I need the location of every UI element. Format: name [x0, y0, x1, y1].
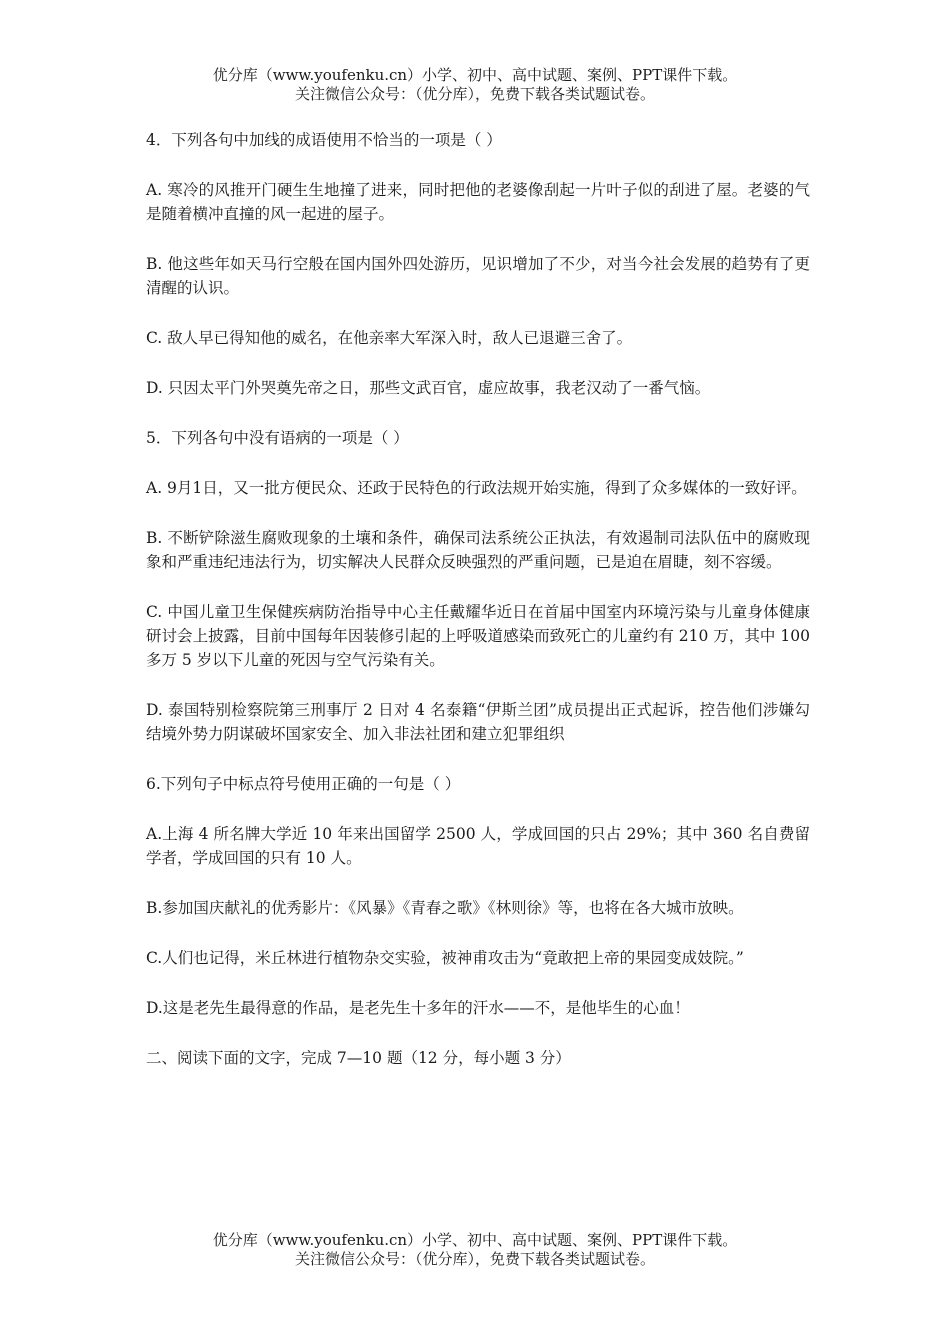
- question-6-option-a: A.上海 4 所名牌大学近 10 年来出国留学 2500 人，学成回国的只占 29%；其中 360 名自费留学者，学成回国的只有 10 人。: [146, 825, 810, 867]
- header-line-1: 优分库（www.youfenku.cn）小学、初中、高中试题、案例、PPT课件下载。: [212, 66, 738, 84]
- footer-line-1: 优分库（www.youfenku.cn）小学、初中、高中试题、案例、PPT课件下载。: [212, 1231, 738, 1249]
- section-heading: 二、阅读下面的文字，完成 7—10 题（12 分，每小题 3 分）: [146, 1049, 571, 1067]
- question-6-option-b: B.参加国庆献礼的优秀影片：《风暴》《青春之歌》《林则徐》等，也将在各大城市放映。: [146, 899, 744, 917]
- page-footer: [0, 1231, 950, 1269]
- question-6-option-c: C.人们也记得，米丘林进行植物杂交实验，被神甫攻击为“竟敢把上帝的果园变成妓院。”: [146, 949, 744, 967]
- question-5-option-a: A. 9月1日，又一批方便民众、还政于民特色的行政法规开始实施，得到了众多媒体的一致好评。: [146, 479, 807, 497]
- question-4-stem: 4．下列各句中加线的成语使用不恰当的一项是（ ）: [146, 131, 502, 149]
- question-4-option-b: B. 他这些年如天马行空般在国内国外四处游历，见识增加了不少，对当今社会发展的趋势有了更清醒的认识。: [146, 255, 810, 297]
- footer-line-2: 关注微信公众号：（优分库），免费下载各类试题试卷。: [294, 1250, 655, 1268]
- document-body: [146, 128, 810, 1070]
- question-4-option-c: C. 敌人早已得知他的威名，在他亲率大军深入时，敌人已退避三舍了。: [146, 329, 633, 347]
- question-6-option-d: D.这是老先生最得意的作品，是老先生十多年的汗水——不，是他毕生的心血！: [146, 999, 690, 1017]
- question-5-option-b: B. 不断铲除滋生腐败现象的土壤和条件，确保司法系统公正执法，有效遏制司法队伍中的腐败现象和严重违纪违法行为，切实解决人民群众反映强烈的严重问题，已是迫在眉睫，刻不容缓。: [146, 529, 810, 571]
- question-4-option-d: D. 只因太平门外哭奠先帝之日，那些文武百官，虚应故事，我老汉动了一番气恼。: [146, 379, 711, 397]
- question-6-stem: 6.下列句子中标点符号使用正确的一句是（ ）: [146, 775, 461, 793]
- question-5-option-c: C. 中国儿童卫生保健疾病防治指导中心主任戴耀华近日在首届中国室内环境污染与儿童身体健康研讨会上披露，目前中国每年因装修引起的上呼吸道感染而致死亡的儿童约有 210 万，其中 100 多万 5 岁以下儿童的死因与空气污染有关。: [146, 603, 810, 669]
- page-header: [0, 66, 950, 104]
- question-5-stem: 5．下列各句中没有语病的一项是（ ）: [146, 429, 409, 447]
- header-line-2: 关注微信公众号：（优分库），免费下载各类试题试卷。: [294, 85, 655, 103]
- question-4-option-a: A. 寒冷的风推开门硬生生地撞了进来，同时把他的老婆像刮起一片叶子似的刮进了屋。老婆的气是随着横冲直撞的风一起进的屋子。: [146, 181, 810, 223]
- question-5-option-d: D. 泰国特别检察院第三刑事厅 2 日对 4 名泰籍“伊斯兰团”成员提出正式起诉，控告他们涉嫌勾结境外势力阴谋破坏国家安全、加入非法社团和建立犯罪组织: [146, 701, 810, 743]
